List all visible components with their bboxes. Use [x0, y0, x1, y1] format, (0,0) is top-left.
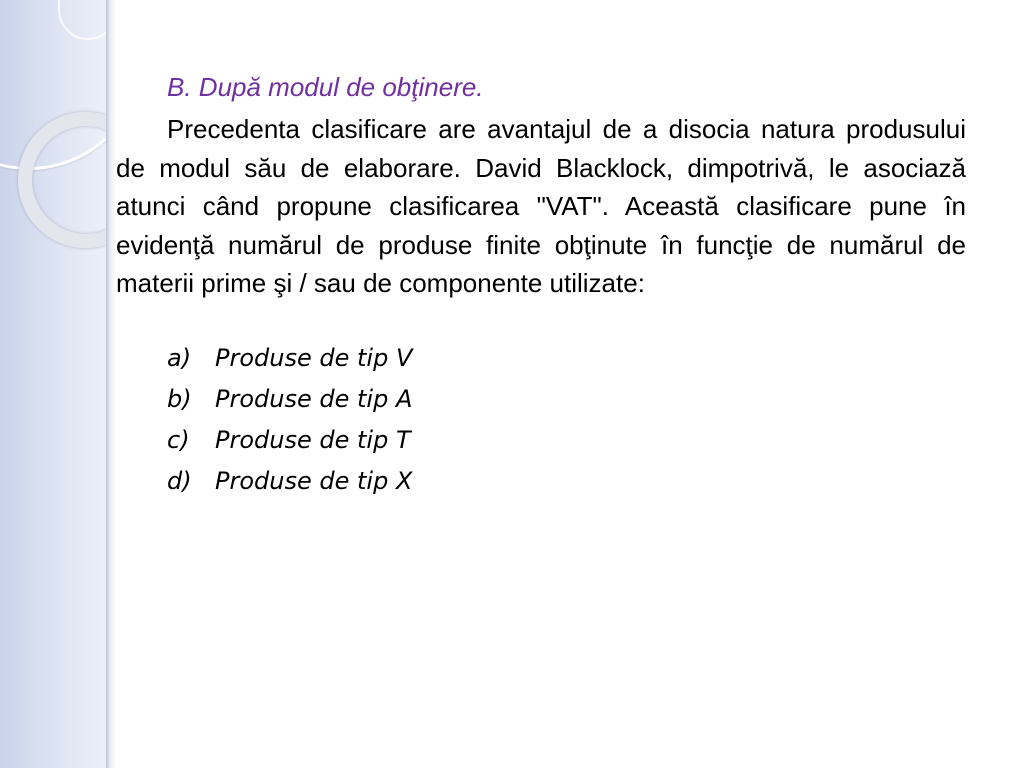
list-item: [167, 461, 966, 502]
decorative-side-band: [0, 0, 112, 768]
body-paragraph: Precedenta clasificare are avantajul de a disocia natura produsului de modul său de elaborare. David Blacklock, dimpotrivă, le asociază atunci când propune clasificarea "VAT". Această clasificare pune în evidenţă numărul de produse finite obţinute în funcţie de numărul de materii prime şi / sau de componente utilizate:: [116, 114, 966, 298]
side-band-edge: [106, 0, 116, 768]
list-item-text: Produse de tip V: [215, 343, 413, 372]
product-type-list: [116, 338, 966, 502]
slide-heading: B. După modul de obţinere.: [167, 72, 484, 102]
list-item-text: Produse de tip T: [215, 425, 411, 454]
list-item: [167, 338, 966, 379]
list-marker: d): [167, 466, 192, 495]
list-item-text: Produse de tip X: [215, 466, 413, 495]
list-item: [167, 420, 966, 461]
list-marker: b): [167, 384, 192, 413]
list-item: [167, 379, 966, 420]
list-item-text: Produse de tip A: [215, 384, 413, 413]
list-marker: a): [167, 343, 192, 372]
list-marker: c): [167, 425, 190, 454]
slide-content: [116, 68, 966, 502]
